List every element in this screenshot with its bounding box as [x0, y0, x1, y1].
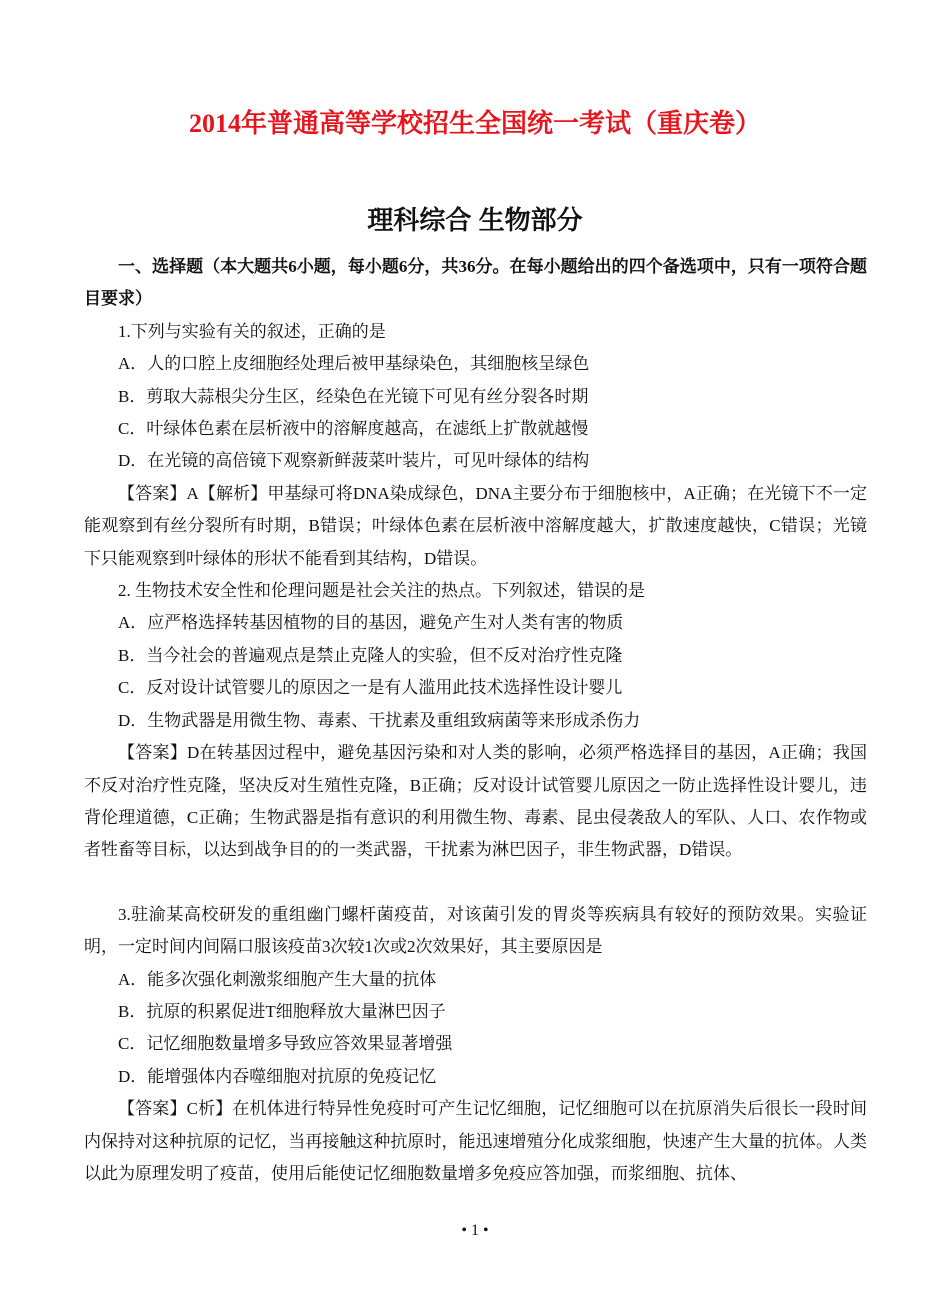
question-3-option-b: B．抗原的积累促进T细胞释放大量淋巴因子	[118, 1001, 446, 1021]
document-body	[84, 251, 867, 1190]
question-2-option-c: C．反对设计试管婴儿的原因之一是有人滥用此技术选择性设计婴儿	[118, 678, 623, 698]
question-1-stem: 1.下列与实验有关的叙述，正确的是	[118, 321, 386, 341]
question-1-option-b: B．剪取大蒜根尖分生区，经染色在光镜下可见有丝分裂各时期	[118, 386, 589, 406]
question-3-option-a: A．能多次强化刺激浆细胞产生大量的抗体	[118, 969, 437, 989]
question-2-answer: 【答案】D在转基因过程中，避免基因污染和对人类的影响，必须严格选择目的基因，A正确；我国不反对治疗性克隆，坚决反对生殖性克隆，B正确；反对设计试管婴儿原因之一防止选择性设计婴儿，违背伦理道德，C正确；生物武器是指有意识的利用微生物、毒素、昆虫侵袭敌人的军队、人口、农作物或者牲畜等目标，以达到战争目的的一类武器，干扰素为淋巴因子，非生物武器，D错误。	[84, 743, 867, 860]
section-heading: 一、选择题（本大题共6小题，每小题6分，共36分。在每小题给出的四个备选项中，只有一项符合题目要求）	[84, 257, 867, 309]
question-1-answer: 【答案】A【解析】甲基绿可将DNA染成绿色，DNA主要分布于细胞核中，A正确；在光镜下不一定能观察到有丝分裂所有时期，B错误；叶绿体色素在层析液中溶解度越大，扩散速度越快，C错误；光镜下只能观察到叶绿体的形状不能看到其结构，D错误。	[84, 483, 867, 568]
question-2-option-b: B．当今社会的普遍观点是禁止克隆人的实验，但不反对治疗性克隆	[118, 645, 623, 665]
question-3-answer: 【答案】C析】在机体进行特异性免疫时可产生记忆细胞，记忆细胞可以在抗原消失后很长一段时间内保持对这种抗原的记忆，当再接触这种抗原时，能迅速增殖分化成浆细胞，快速产生大量的抗体。人类以此为原理发明了疫苗，使用后能使记忆细胞数量增多免疫应答加强，而浆细胞、抗体、	[84, 1099, 867, 1183]
question-1-option-a: A．人的口腔上皮细胞经处理后被甲基绿染色，其细胞核呈绿色	[118, 354, 590, 374]
question-1-option-d: D．在光镜的高倍镜下观察新鲜菠菜叶装片，可见叶绿体的结构	[118, 451, 590, 471]
question-3-option-c: C．记忆细胞数量增多导致应答效果显著增强	[118, 1034, 453, 1054]
document-subtitle: 理科综合 生物部分	[367, 205, 583, 235]
document-title: 2014年普通高等学校招生全国统一考试（重庆卷）	[188, 109, 761, 138]
blank-line	[84, 867, 867, 899]
question-2-stem: 2. 生物技术安全性和伦理问题是社会关注的热点。下列叙述，错误的是	[118, 581, 645, 601]
question-1-option-c: C．叶绿体色素在层析液中的溶解度越高，在滤纸上扩散就越慢	[118, 419, 589, 439]
page-number: • 1 •	[461, 1222, 489, 1239]
question-2-option-d: D．生物武器是用微生物、毒素、干扰素及重组致病菌等来形成杀伤力	[118, 710, 641, 730]
question-3-option-d: D．能增强体内吞噬细胞对抗原的免疫记忆	[118, 1066, 437, 1086]
question-2-option-a: A．应严格选择转基因植物的目的基因，避免产生对人类有害的物质	[118, 613, 624, 633]
question-3-stem: 3.驻渝某高校研发的重组幽门螺杆菌疫苗，对该菌引发的胃炎等疾病具有较好的预防效果。实验证明，一定时间内间隔口服该疫苗3次较1次或2次效果好，其主要原因是	[84, 904, 867, 957]
